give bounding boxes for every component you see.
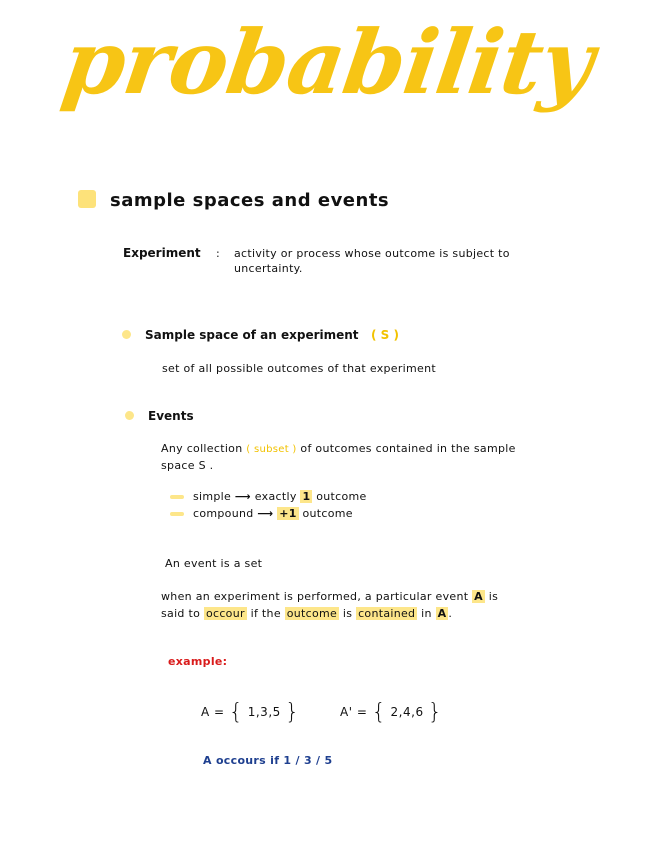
set-Ac-values: 2,4,6 bbox=[390, 705, 424, 719]
experiment-definition-line1: activity or process whose outcome is subject to bbox=[234, 247, 510, 260]
occur-is: is bbox=[342, 607, 353, 620]
events-def-part1: Any collection bbox=[161, 442, 243, 455]
occur-outcome: outcome bbox=[286, 607, 338, 620]
event-set-statement: An event is a set bbox=[165, 557, 263, 570]
occur-if-the: if the bbox=[250, 607, 281, 620]
occur-line1-post: is bbox=[488, 590, 499, 603]
section-heading: sample spaces and events bbox=[110, 190, 390, 211]
compound-label: compound bbox=[193, 507, 254, 520]
dash-marker-icon bbox=[170, 512, 184, 516]
compound-text-post: outcome bbox=[302, 507, 353, 520]
occur-line1 bbox=[161, 590, 498, 603]
sample-space-definition: set of all possible outcomes of that experiment bbox=[162, 362, 437, 375]
occur-occur: occour bbox=[205, 607, 245, 620]
example-conclusion: A occours if 1 / 3 / 5 bbox=[203, 754, 333, 767]
example-label: example: bbox=[168, 655, 228, 668]
brace-open-icon: { bbox=[371, 700, 387, 725]
bullet-icon bbox=[125, 411, 134, 420]
events-definition-line1 bbox=[161, 442, 516, 455]
experiment-separator: : bbox=[216, 247, 220, 260]
simple-event-line bbox=[193, 490, 367, 503]
sample-space-symbol: ( S ) bbox=[371, 328, 399, 342]
page-title: probability bbox=[56, 10, 600, 114]
compound-count: +1 bbox=[279, 507, 297, 520]
occur-line2 bbox=[161, 607, 452, 620]
set-A-values: 1,3,5 bbox=[247, 705, 281, 719]
occur-in: in bbox=[421, 607, 432, 620]
experiment-definition-line2: uncertainty. bbox=[234, 262, 303, 275]
sample-space-term: Sample space of an experiment bbox=[145, 328, 359, 342]
events-def-part2: of outcomes contained in the sample bbox=[300, 442, 516, 455]
occur-contained: contained bbox=[358, 607, 416, 620]
simple-count: 1 bbox=[302, 490, 311, 503]
set-A bbox=[201, 700, 300, 725]
events-term: Events bbox=[148, 409, 194, 423]
dash-marker-icon bbox=[170, 495, 184, 499]
simple-text-post: outcome bbox=[316, 490, 367, 503]
brace-close-icon: } bbox=[427, 700, 443, 725]
occur-said-to: said to bbox=[161, 607, 201, 620]
set-A-name: A = bbox=[201, 705, 225, 719]
occur-period: . bbox=[448, 607, 453, 620]
set-Ac-name: A' = bbox=[340, 705, 368, 719]
events-def-subset: ( subset ) bbox=[246, 444, 297, 455]
right-arrow-icon: ⟶ bbox=[234, 490, 251, 503]
compound-event-line bbox=[193, 507, 353, 520]
bullet-icon bbox=[122, 330, 131, 339]
experiment-term: Experiment bbox=[123, 246, 201, 260]
set-A-complement bbox=[340, 700, 442, 725]
occur-A: A bbox=[437, 607, 447, 620]
simple-label: simple bbox=[193, 490, 232, 503]
occur-line1-pre: when an experiment is performed, a particular event bbox=[161, 590, 469, 603]
events-definition-line2: space S . bbox=[161, 459, 214, 472]
heading-marker-icon bbox=[78, 190, 96, 208]
right-arrow-icon: ⟶ bbox=[257, 507, 274, 520]
brace-open-icon: { bbox=[228, 700, 244, 725]
occur-line1-A: A bbox=[474, 590, 483, 603]
brace-close-icon: } bbox=[285, 700, 300, 725]
simple-text-pre: exactly bbox=[254, 490, 297, 503]
